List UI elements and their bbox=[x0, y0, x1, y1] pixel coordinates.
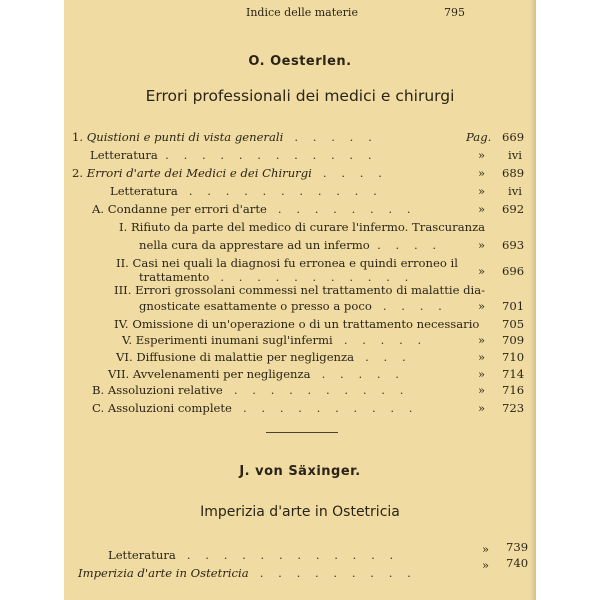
toc-entry-number: VI. bbox=[116, 350, 133, 364]
toc-entry-ditto: » bbox=[478, 401, 486, 415]
toc-entry-4: Letteratura . . . . . . . . . . . bbox=[110, 184, 377, 198]
toc-entry-s2-2: Imperizia d'arte in Ostetricia . . . . . . . . . bbox=[78, 566, 411, 580]
toc-entry-2: Letteratura . . . . . . . . . . . . bbox=[90, 148, 372, 162]
toc-entry-12: VII. Avvelenamenti per negligenza . . . . . bbox=[108, 367, 399, 381]
toc-entry-11: VI. Diffusione di malattie per negligenza . . . bbox=[116, 350, 406, 364]
toc-entry-number: B. bbox=[92, 383, 105, 397]
toc-entry-page: 740 bbox=[506, 556, 529, 570]
toc-entry-text: Assoluzioni complete bbox=[107, 401, 232, 415]
toc-entry-page: 669 bbox=[502, 130, 525, 144]
toc-entry-ditto: » bbox=[478, 148, 486, 162]
book-page bbox=[64, 0, 536, 600]
toc-entry-page-label: Pag. bbox=[466, 130, 492, 144]
toc-entry-number: V. bbox=[122, 333, 133, 347]
toc-entry-text: Letteratura bbox=[108, 548, 176, 562]
toc-entry-text: Quistioni e punti di vista generali bbox=[86, 130, 284, 144]
toc-entry-text: Rifiuto da parte del medico di curare l'infermo. Trascuranza bbox=[130, 220, 486, 234]
toc-entry-ditto: » bbox=[478, 299, 486, 313]
toc-entry-text: Imperizia d'arte in Ostetricia bbox=[78, 566, 249, 580]
toc-entry-page: 714 bbox=[502, 367, 525, 381]
toc-entry-page: 689 bbox=[502, 166, 525, 180]
toc-entry-ditto: » bbox=[478, 264, 486, 278]
toc-entry-text: Errori grossolani commessi nel trattamento di malattie dia- bbox=[135, 283, 486, 297]
toc-entry-number: C. bbox=[92, 401, 105, 415]
toc-entry-text: Assoluzioni relative bbox=[107, 383, 223, 397]
toc-entry-ditto: » bbox=[478, 238, 486, 252]
section1-title: Errori professionali dei medici e chirurgi bbox=[145, 87, 455, 105]
toc-entry-text: Condanne per errori d'arte bbox=[107, 202, 267, 216]
toc-entry-3: 2. Errori d'arte dei Medici e dei Chirurgi . . . . bbox=[72, 166, 382, 180]
toc-entry-text-continued: nella cura da apprestare ad un infermo bbox=[139, 238, 370, 252]
toc-entry-number: 1. bbox=[72, 130, 84, 144]
toc-entry-page: 693 bbox=[502, 238, 525, 252]
toc-entry-page: 709 bbox=[502, 333, 525, 347]
toc-entry-page: ivi bbox=[508, 148, 522, 162]
toc-entry-text: Casi nei quali la diagnosi fu erronea e quindi erroneo il bbox=[132, 256, 458, 270]
toc-entry-ditto: » bbox=[478, 202, 486, 216]
toc-entry-page: 710 bbox=[502, 350, 525, 364]
toc-entry-page: 716 bbox=[502, 383, 525, 397]
toc-entry-1: 1. Quistioni e punti di vista generali . . . . . bbox=[72, 130, 372, 144]
toc-entry-6-continued: nella cura da apprestare ad un infermo . . . . bbox=[139, 238, 437, 252]
toc-entry-number: I. bbox=[119, 220, 128, 234]
running-head-page-number: 795 bbox=[444, 6, 465, 19]
toc-entry-ditto: » bbox=[478, 350, 486, 364]
toc-entry-text: Errori d'arte dei Medici e dei Chirurgi bbox=[86, 166, 312, 180]
toc-entry-ditto: » bbox=[482, 542, 490, 556]
toc-entry-number: VII. bbox=[108, 367, 130, 381]
toc-entry-text: Letteratura bbox=[90, 148, 158, 162]
toc-entry-10: V. Esperimenti inumani sugl'infermi . . . . . bbox=[122, 333, 422, 347]
toc-entry-number: II. bbox=[116, 256, 129, 270]
running-head-title: Indice delle materie bbox=[246, 6, 358, 19]
section1-author: O. Oesterlen. bbox=[248, 54, 352, 69]
toc-entry-8 bbox=[114, 283, 485, 297]
toc-entry-ditto: » bbox=[478, 383, 486, 397]
toc-entry-text-continued: trattamento bbox=[139, 270, 210, 284]
toc-entry-7-continued: trattamento . . . . . . . . . . . bbox=[139, 270, 409, 284]
toc-entry-number: IV. bbox=[114, 317, 129, 331]
toc-entry-ditto: » bbox=[482, 558, 490, 572]
toc-entry-page: 723 bbox=[502, 401, 525, 415]
toc-entry-page: 739 bbox=[506, 540, 529, 554]
toc-entry-14: C. Assoluzioni complete . . . . . . . . . . bbox=[92, 401, 413, 415]
toc-entry-number: III. bbox=[114, 283, 132, 297]
toc-entry-number: A. bbox=[92, 202, 105, 216]
toc-entry-text-continued: gnosticate esattamente o presso a poco bbox=[139, 299, 372, 313]
toc-entry-text: Diffusione di malattie per negligenza bbox=[136, 350, 355, 364]
toc-entry-page: ivi bbox=[508, 184, 522, 198]
toc-entry-text: Avvelenamenti per negligenza bbox=[132, 367, 311, 381]
section2-title: Imperizia d'arte in Ostetricia bbox=[200, 504, 400, 520]
toc-entry-page: 705 bbox=[502, 317, 525, 331]
toc-entry-page: 692 bbox=[502, 202, 525, 216]
section-divider bbox=[266, 432, 338, 433]
toc-entry-ditto: » bbox=[478, 166, 486, 180]
toc-entry-page: 701 bbox=[502, 299, 525, 313]
toc-entry-text: Letteratura bbox=[110, 184, 178, 198]
toc-entry-5: A. Condanne per errori d'arte . . . . . . . . bbox=[92, 202, 411, 216]
toc-entry-ditto: » bbox=[478, 333, 486, 347]
toc-entry-page: 696 bbox=[502, 264, 525, 278]
toc-entry-s2-1: Letteratura . . . . . . . . . . . . bbox=[108, 548, 394, 562]
toc-entry-9 bbox=[114, 317, 479, 331]
toc-entry-7 bbox=[116, 256, 458, 270]
toc-entry-text: Omissione di un'operazione o di un trattamento necessario bbox=[132, 317, 480, 331]
toc-entry-number: 2. bbox=[72, 166, 84, 180]
toc-entry-8-continued: gnosticate esattamente o presso a poco . . . . bbox=[139, 299, 442, 313]
toc-entry-13: B. Assoluzioni relative . . . . . . . . . . bbox=[92, 383, 404, 397]
toc-entry-ditto: » bbox=[478, 367, 486, 381]
toc-entry-text: Esperimenti inumani sugl'infermi bbox=[135, 333, 333, 347]
section2-author: J. von Säxinger. bbox=[239, 464, 361, 479]
page-edge-shadow bbox=[530, 0, 536, 600]
toc-entry-ditto: » bbox=[478, 184, 486, 198]
toc-entry-6 bbox=[119, 220, 485, 234]
